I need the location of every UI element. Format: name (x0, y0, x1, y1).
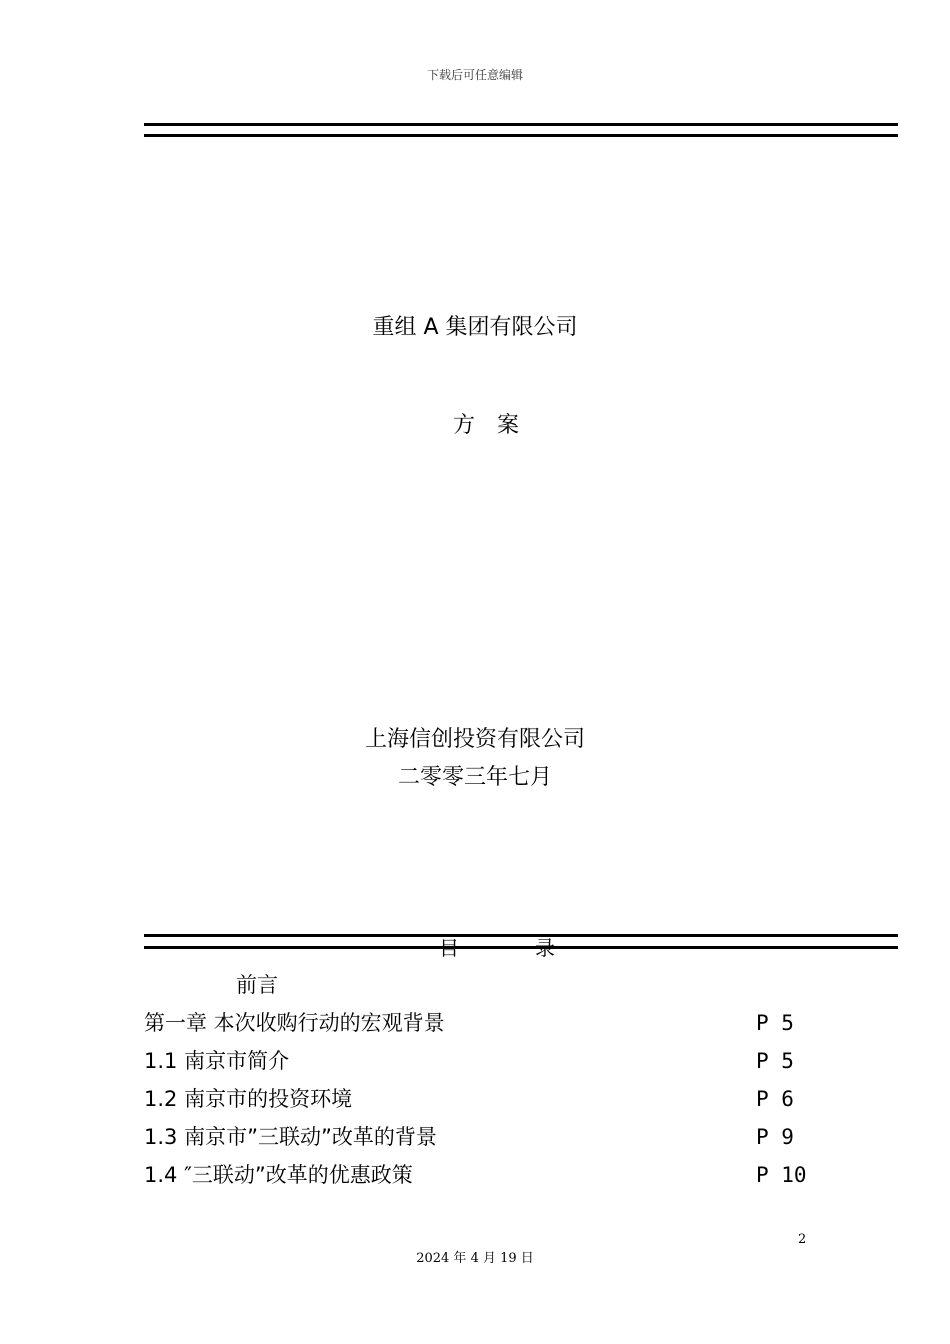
toc-entry-label: 第一章 本次收购行动的宏观背景 (144, 1011, 445, 1035)
toc-entry-label: 1.4 ″三联动”改革的优惠政策 (144, 1163, 413, 1187)
footer-date: 2024 年 4 月 19 日 (416, 1251, 534, 1266)
toc-entry-page: P 5 (756, 1011, 794, 1035)
top-rule-upper (144, 123, 898, 126)
toc-entry-page: P 9 (756, 1125, 794, 1149)
cover-date: 二零零三年七月 (397, 765, 552, 790)
toc-entry-label: 1.2 南京市的投资环境 (144, 1087, 353, 1111)
cover-company: 上海信创投资有限公司 (364, 727, 585, 752)
toc-preface-label: 前言 (236, 973, 278, 997)
header-note: 下载后可任意编辑 (426, 68, 523, 82)
cover-title: 重组 A 集团有限公司 (372, 315, 578, 340)
toc-entry-page: P 6 (756, 1087, 794, 1111)
cover-subtitle: 方案 (452, 413, 541, 438)
top-rule-lower (144, 134, 898, 137)
toc-heading: 目录 (439, 936, 631, 960)
toc-entry-page: P 5 (756, 1049, 794, 1073)
page-number: 2 (798, 1232, 807, 1247)
toc-entry-label: 1.1 南京市简介 (144, 1049, 290, 1073)
toc-entry-label: 1.3 南京市”三联动”改革的背景 (144, 1125, 437, 1149)
toc-entry-page: P 10 (756, 1163, 807, 1187)
